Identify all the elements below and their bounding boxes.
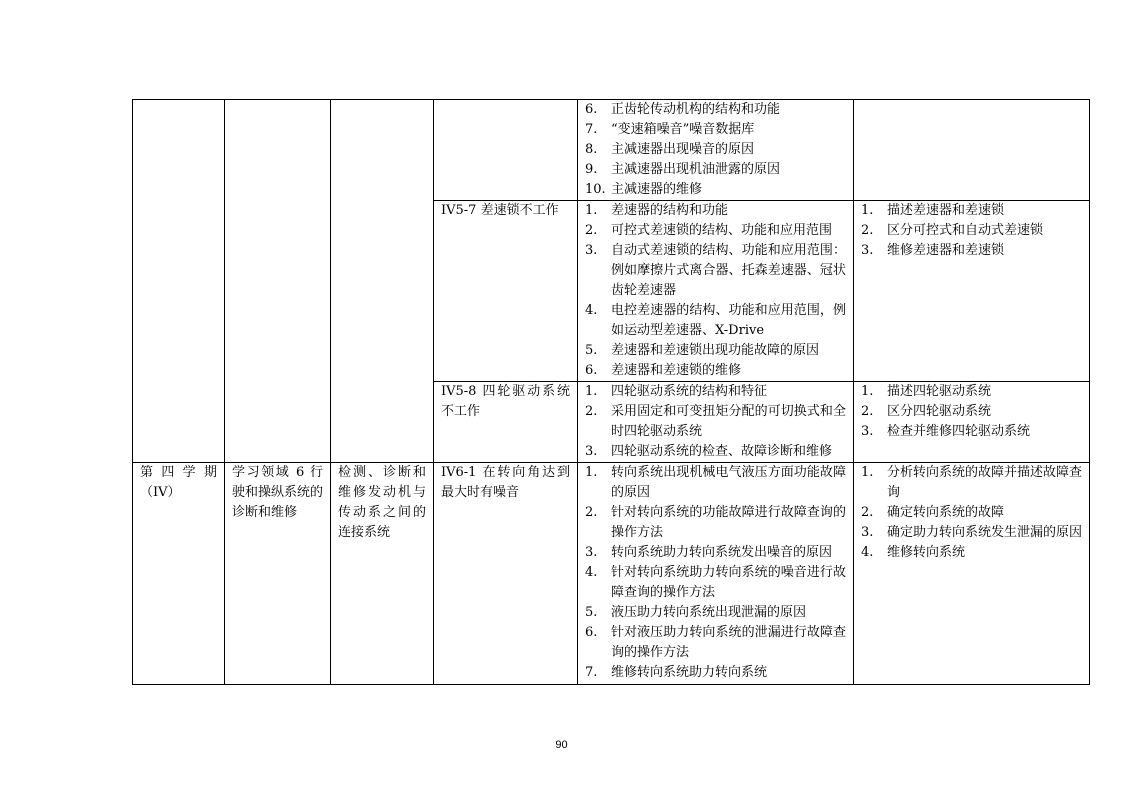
list-item: 1. 描述差速器和差速锁 [861,203,1005,218]
table-row [133,463,1090,685]
list-item: 3. 维修差速器和差速锁 [861,243,1005,258]
list-item: 5. 差速器和差速锁出现功能故障的原因 [585,343,820,358]
skills-cell [854,382,1090,463]
task-cell: IV5-8 四轮驱动系统不工作 [434,382,578,463]
list-item: 6. 针对液压助力转向系统的泄漏进行故障查询的操作方法 [585,625,846,660]
skills-cell [854,201,1090,382]
list-item: 2. 区分可控式和自动式差速锁 [861,223,1044,238]
list-item: 2. 采用固定和可变扭矩分配的可切换式和全时四轮驱动系统 [585,404,846,439]
list-item: 1. 四轮驱动系统的结构和特征 [585,384,768,399]
list-item: 3. 四轮驱动系统的检查、故障诊断和维修 [585,444,833,459]
list-item: 3. 确定助力转向系统发生泄漏的原因 [861,525,1083,540]
list-item: 4. 针对转向系统助力转向系统的噪音进行故障查询的操作方法 [585,565,846,600]
knowledge-list [585,463,846,683]
table-row [133,100,1090,201]
learning-field-cell [225,100,331,463]
page-number: 90 [555,739,568,751]
list-item: 2. 针对转向系统的功能故障进行故障查询的操作方法 [585,505,846,540]
learning-field-cell: 学习领域 6 行驶和操纵系统的诊断和维修 [225,463,331,685]
knowledge-list [585,100,846,200]
knowledge-cell [578,382,854,463]
list-item: 4. 维修转向系统 [861,545,966,560]
list-item: 9. 主减速器出现机油泄露的原因 [585,162,781,177]
list-item: 10. 主减速器的维修 [585,182,703,197]
list-item: 5. 液压助力转向系统出现泄漏的原因 [585,605,807,620]
list-item: 2. 确定转向系统的故障 [861,505,1005,520]
list-item: 7. “变速箱噪音”噪音数据库 [585,122,755,137]
list-item: 3. 检查并维修四轮驱动系统 [861,424,1031,439]
list-item: 3. 自动式差速锁的结构、功能和应用范围：例如摩擦片式离合器、托森差速器、冠状齿轮差速器 [585,243,846,298]
list-item: 1. 转向系统出现机械电气液压方面功能故障的原因 [585,465,846,500]
learning-situation-cell [331,100,434,463]
list-item: 8. 主减速器出现噪音的原因 [585,142,755,157]
skills-cell [854,463,1090,685]
list-item: 2. 区分四轮驱动系统 [861,404,992,419]
knowledge-cell [578,463,854,685]
list-item: 6. 正齿轮传动机构的结构和功能 [585,102,781,117]
semester-cell [133,100,225,463]
task-cell [434,100,578,201]
list-item: 1. 描述四轮驱动系统 [861,384,992,399]
knowledge-cell [578,201,854,382]
learning-situation-cell: 检测、诊断和维修发动机与传动系之间的连接系统 [331,463,434,685]
knowledge-list [585,201,846,381]
list-item: 7. 维修转向系统助力转向系统 [585,665,768,680]
semester-cell: 第四学期（IV） [133,463,225,685]
list-item: 1. 差速器的结构和功能 [585,203,729,218]
task-cell: IV6-1 在转向角达到最大时有噪音 [434,463,578,685]
task-cell: IV5-7 差速锁不工作 [434,201,578,382]
knowledge-list [585,382,846,462]
skills-list [861,382,1082,442]
skills-cell [854,100,1090,201]
list-item: 4. 电控差速器的结构、功能和应用范围，例如运动型差速器、X-Drive [585,303,846,338]
list-item: 3. 转向系统助力转向系统发出噪音的原因 [585,545,833,560]
skills-list [861,463,1082,563]
knowledge-cell [578,100,854,201]
list-item: 1. 分析转向系统的故障并描述故障查询 [861,465,1083,500]
list-item: 2. 可控式差速锁的结构、功能和应用范围 [585,223,833,238]
list-item: 6. 差速器和差速锁的维修 [585,363,742,378]
curriculum-table [132,99,1090,685]
skills-list [861,201,1082,261]
